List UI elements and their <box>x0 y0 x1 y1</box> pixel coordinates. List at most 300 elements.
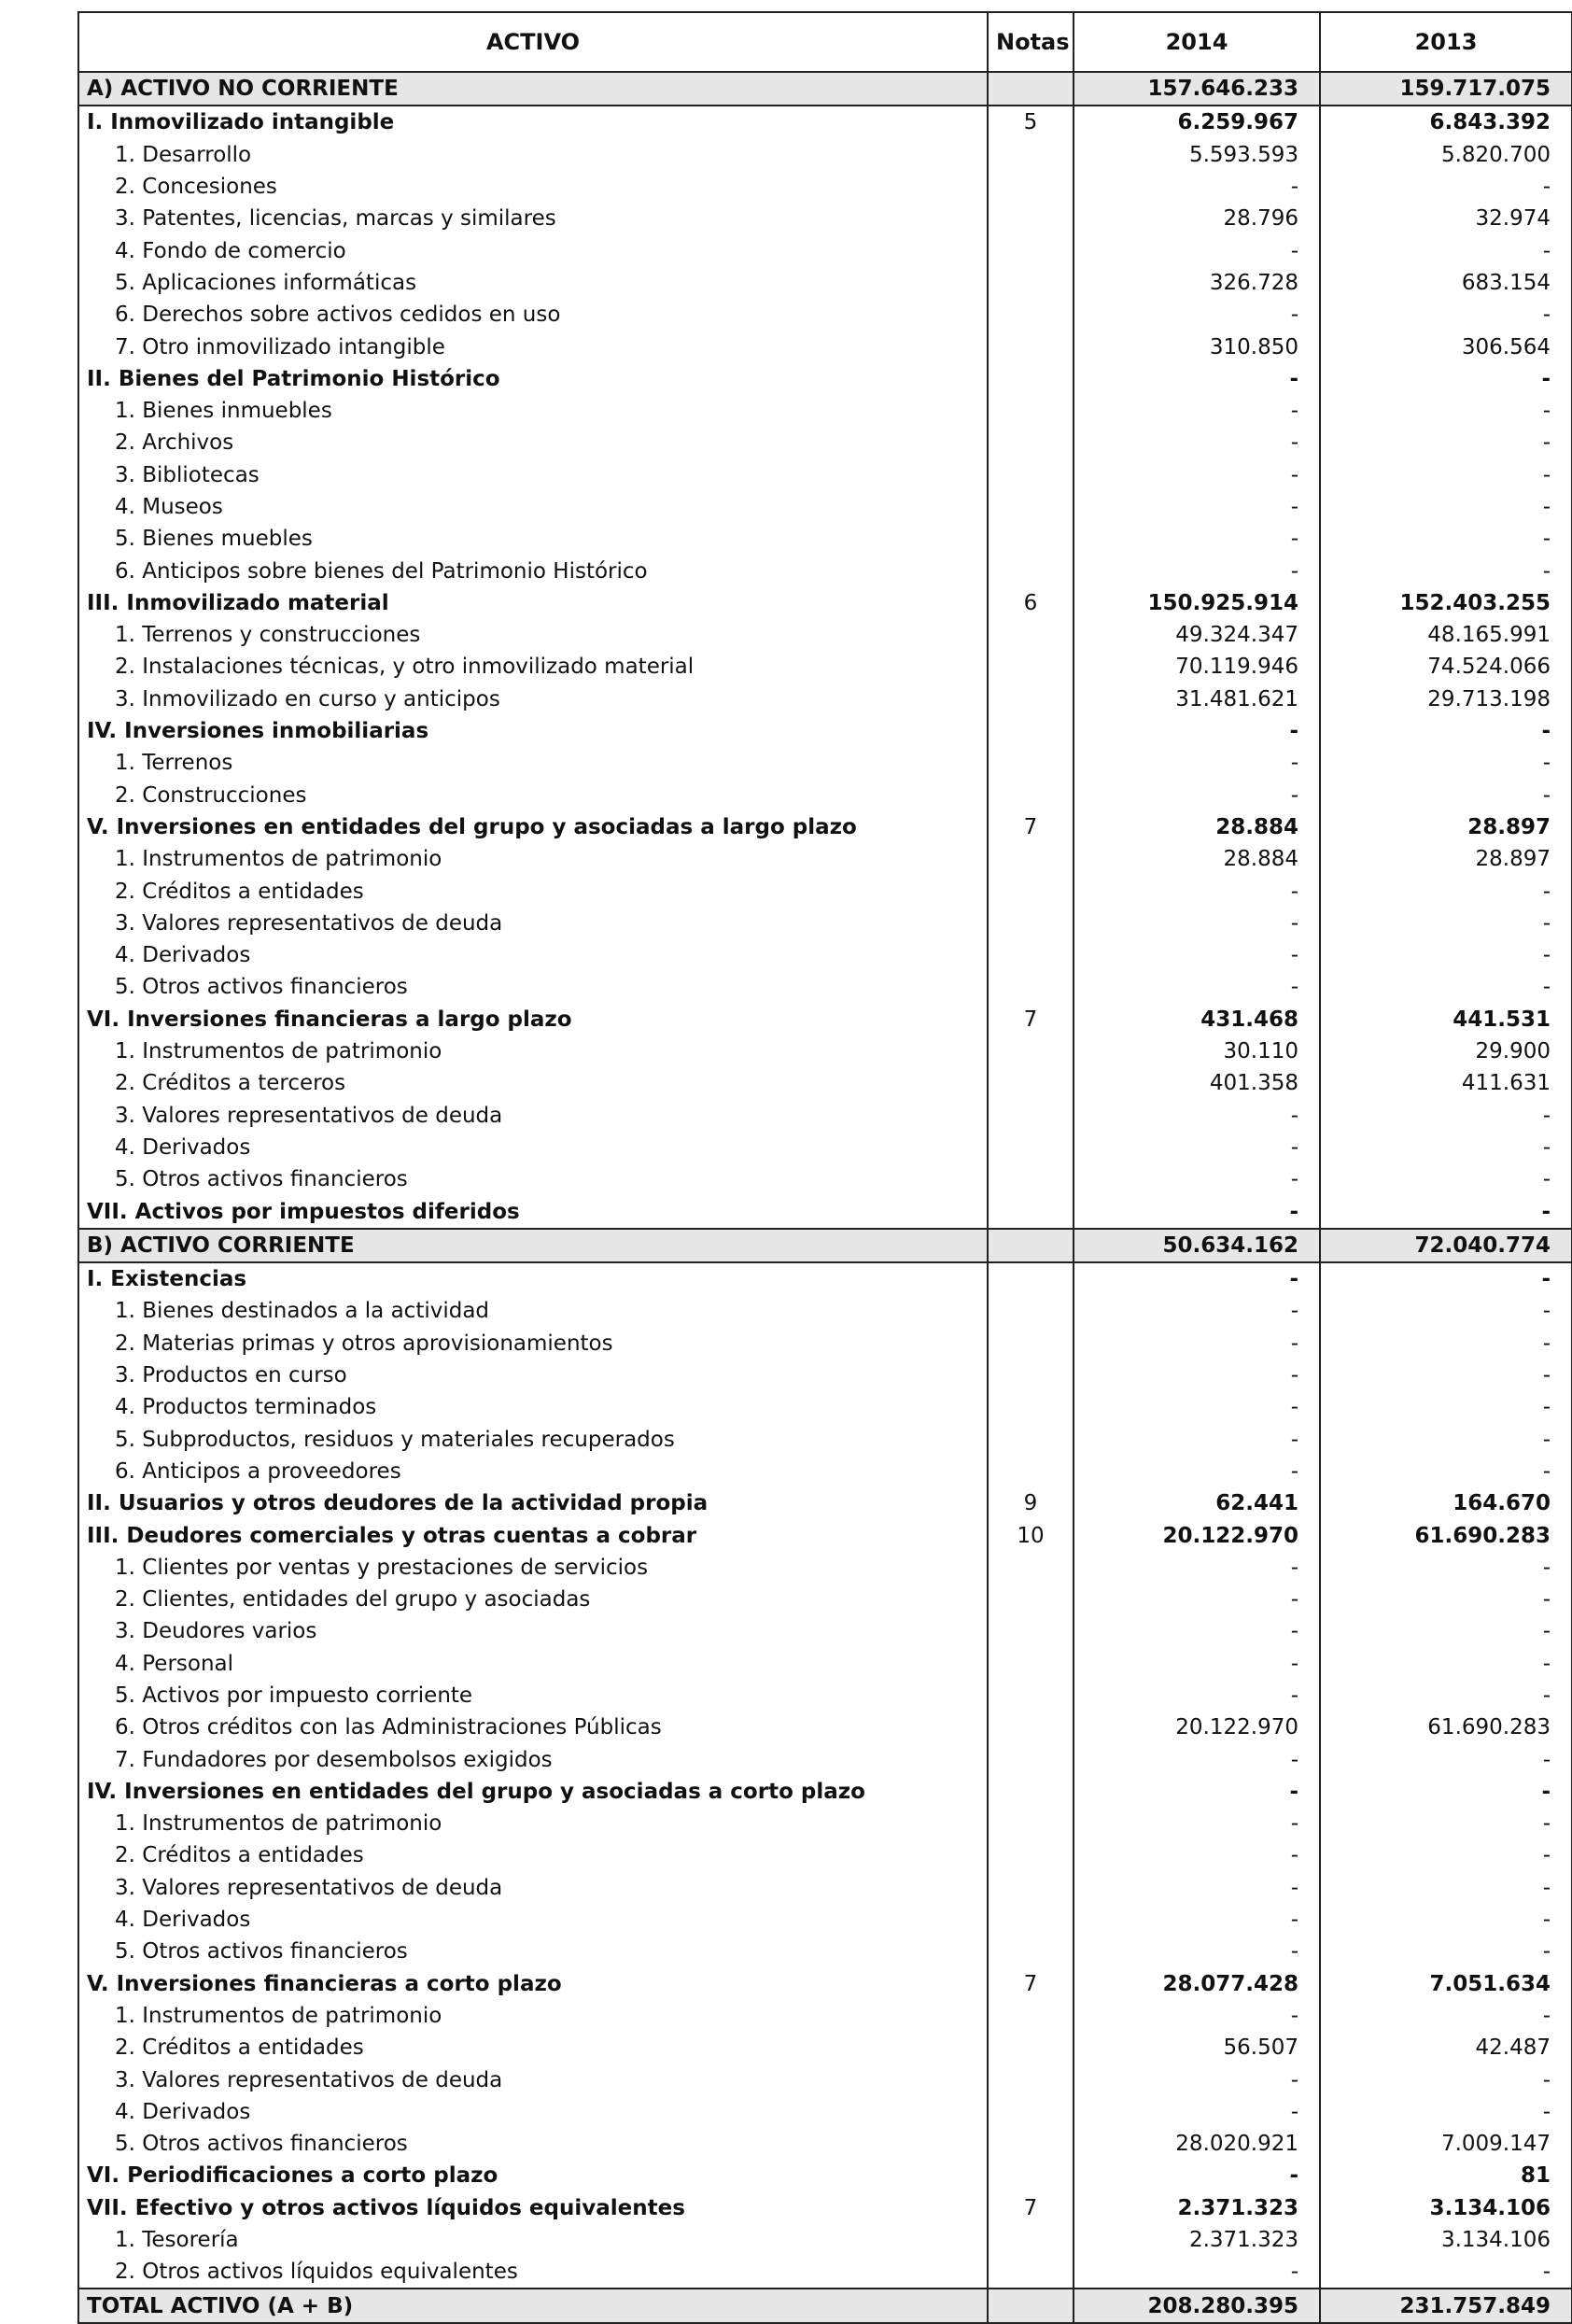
row-label: 2. Créditos a entidades <box>78 1839 988 1871</box>
row-value-2013: - <box>1320 1456 1572 1487</box>
table-row <box>78 1680 1572 1711</box>
row-notas <box>988 203 1074 234</box>
row-value-2013: - <box>1320 1839 1572 1871</box>
row-value-2013: - <box>1320 2000 1572 2032</box>
row-value-2013: 72.040.774 <box>1320 1229 1572 1262</box>
table-row <box>78 1035 1572 1067</box>
row-notas <box>988 459 1074 491</box>
row-notas <box>988 2224 1074 2256</box>
row-notas <box>988 1743 1074 1775</box>
table-row <box>78 843 1572 875</box>
row-value-2013: - <box>1320 1423 1572 1455</box>
row-label: 2. Materias primas y otros aprovisionamientos <box>78 1328 988 1359</box>
table-row <box>78 1904 1572 1936</box>
row-value-2014: 28.020.921 <box>1074 2128 1320 2160</box>
row-value-2013: - <box>1320 1359 1572 1391</box>
table-row <box>78 234 1572 266</box>
row-value-2014: - <box>1074 523 1320 555</box>
row-label: 6. Anticipos sobre bienes del Patrimonio Histórico <box>78 555 988 586</box>
row-label: V. Inversiones financieras a corto plazo <box>78 1968 988 2000</box>
row-value-2014: 2.371.323 <box>1074 2224 1320 2256</box>
header-2014: 2014 <box>1074 12 1320 72</box>
row-value-2014: 28.796 <box>1074 203 1320 234</box>
row-notas <box>988 1295 1074 1327</box>
table-row <box>78 1519 1572 1551</box>
row-value-2014: - <box>1074 395 1320 427</box>
header-row <box>78 12 1572 72</box>
row-label: 4. Productos terminados <box>78 1391 988 1423</box>
row-label: IV. Inversiones inmobiliarias <box>78 715 988 747</box>
row-value-2014: 5.593.593 <box>1074 139 1320 171</box>
row-notas <box>988 939 1074 971</box>
table-row <box>78 2000 1572 2032</box>
row-value-2014: 431.468 <box>1074 1004 1320 1035</box>
row-value-2014: - <box>1074 1936 1320 1967</box>
row-notas: 6 <box>988 587 1074 619</box>
row-value-2013: - <box>1320 1808 1572 1839</box>
row-value-2014: 326.728 <box>1074 267 1320 299</box>
row-value-2013: - <box>1320 1295 1572 1327</box>
row-value-2014: - <box>1074 427 1320 458</box>
row-value-2013: - <box>1320 2096 1572 2128</box>
row-value-2013: - <box>1320 715 1572 747</box>
row-label: II. Bienes del Patrimonio Histórico <box>78 363 988 395</box>
row-notas <box>988 1035 1074 1067</box>
row-value-2013: - <box>1320 1743 1572 1775</box>
row-label: 1. Instrumentos de patrimonio <box>78 1035 988 1067</box>
row-value-2014: - <box>1074 459 1320 491</box>
row-value-2013: - <box>1320 1163 1572 1195</box>
row-value-2013: 164.670 <box>1320 1487 1572 1519</box>
row-value-2013: - <box>1320 1680 1572 1711</box>
row-label: 1. Instrumentos de patrimonio <box>78 843 988 875</box>
row-value-2013: 7.051.634 <box>1320 1968 1572 2000</box>
row-notas <box>988 331 1074 362</box>
row-notas <box>988 2160 1074 2191</box>
row-label: II. Usuarios y otros deudores de la actividad propia <box>78 1487 988 1519</box>
row-notas <box>988 1680 1074 1711</box>
row-value-2013: 42.487 <box>1320 2032 1572 2063</box>
row-label: 4. Museos <box>78 491 988 523</box>
row-label: I. Inmovilizado intangible <box>78 106 988 138</box>
table-row <box>78 427 1572 458</box>
row-value-2013: 3.134.106 <box>1320 2192 1572 2224</box>
row-notas <box>988 1067 1074 1099</box>
row-value-2014: 62.441 <box>1074 1487 1320 1519</box>
row-label: 7. Otro inmovilizado intangible <box>78 331 988 362</box>
row-notas: 7 <box>988 1968 1074 2000</box>
row-notas <box>988 139 1074 171</box>
table-row <box>78 72 1572 106</box>
row-notas: 10 <box>988 1519 1074 1551</box>
row-notas <box>988 72 1074 106</box>
row-value-2013: - <box>1320 459 1572 491</box>
row-label: 2. Créditos a entidades <box>78 2032 988 2063</box>
row-notas <box>988 2032 1074 2063</box>
table-row <box>78 523 1572 555</box>
row-notas <box>988 2289 1074 2322</box>
row-value-2013: - <box>1320 2063 1572 2095</box>
table-row <box>78 1808 1572 1839</box>
row-value-2013: 5.820.700 <box>1320 139 1572 171</box>
row-notas <box>988 523 1074 555</box>
row-value-2013: - <box>1320 1552 1572 1584</box>
row-value-2013: - <box>1320 875 1572 907</box>
row-label: 4. Derivados <box>78 1132 988 1163</box>
row-value-2014: 49.324.347 <box>1074 619 1320 651</box>
row-notas <box>988 780 1074 811</box>
row-notas <box>988 619 1074 651</box>
row-value-2013: - <box>1320 780 1572 811</box>
table-row <box>78 1163 1572 1195</box>
row-value-2014: - <box>1074 2063 1320 2095</box>
row-value-2014: - <box>1074 1839 1320 1871</box>
row-notas: 7 <box>988 811 1074 843</box>
row-value-2013: 28.897 <box>1320 811 1572 843</box>
row-label: 3. Valores representativos de deuda <box>78 1100 988 1132</box>
row-label: I. Existencias <box>78 1262 988 1295</box>
row-value-2014: 28.884 <box>1074 811 1320 843</box>
row-value-2013: 81 <box>1320 2160 1572 2191</box>
row-value-2014: - <box>1074 971 1320 1003</box>
table-row <box>78 651 1572 683</box>
row-value-2014: - <box>1074 2000 1320 2032</box>
header-activo: ACTIVO <box>78 12 988 72</box>
row-label: 4. Derivados <box>78 939 988 971</box>
row-notas: 5 <box>988 106 1074 138</box>
row-label: IV. Inversiones en entidades del grupo y asociadas a corto plazo <box>78 1776 988 1808</box>
row-label: 6. Derechos sobre activos cedidos en uso <box>78 299 988 331</box>
row-label: III. Deudores comerciales y otras cuentas a cobrar <box>78 1519 988 1551</box>
row-value-2014: 31.481.621 <box>1074 683 1320 715</box>
row-value-2014: - <box>1074 875 1320 907</box>
row-value-2013: - <box>1320 491 1572 523</box>
row-value-2014: - <box>1074 1743 1320 1775</box>
row-label: 4. Fondo de comercio <box>78 234 988 266</box>
table-row <box>78 1648 1572 1680</box>
table-row <box>78 971 1572 1003</box>
row-value-2014: - <box>1074 1391 1320 1423</box>
row-value-2014: 6.259.967 <box>1074 106 1320 138</box>
table-row <box>78 2032 1572 2063</box>
table-row <box>78 1295 1572 1327</box>
row-value-2013: - <box>1320 747 1572 779</box>
row-label: 4. Derivados <box>78 2096 988 2128</box>
row-value-2014: - <box>1074 1328 1320 1359</box>
row-label: 2. Clientes, entidades del grupo y asociadas <box>78 1584 988 1615</box>
row-notas <box>988 427 1074 458</box>
row-label: 1. Desarrollo <box>78 139 988 171</box>
row-notas <box>988 908 1074 939</box>
row-value-2013: 152.403.255 <box>1320 587 1572 619</box>
row-label: TOTAL ACTIVO (A + B) <box>78 2289 988 2322</box>
row-label: 1. Tesorería <box>78 2224 988 2256</box>
row-value-2014: - <box>1074 1552 1320 1584</box>
row-notas <box>988 491 1074 523</box>
table-row <box>78 2160 1572 2191</box>
row-value-2014: - <box>1074 1615 1320 1647</box>
balance-sheet <box>77 11 1571 2324</box>
table-row <box>78 2289 1572 2322</box>
row-label: 1. Bienes inmuebles <box>78 395 988 427</box>
row-label: 2. Instalaciones técnicas, y otro inmovilizado material <box>78 651 988 683</box>
row-label: VI. Periodificaciones a corto plazo <box>78 2160 988 2191</box>
table-row <box>78 811 1572 843</box>
table-row <box>78 363 1572 395</box>
row-value-2014: - <box>1074 1776 1320 1808</box>
table-row <box>78 299 1572 331</box>
row-value-2014: - <box>1074 1680 1320 1711</box>
table-row <box>78 267 1572 299</box>
table-row <box>78 1615 1572 1647</box>
row-notas: 7 <box>988 1004 1074 1035</box>
row-value-2014: 208.280.395 <box>1074 2289 1320 2322</box>
row-value-2013: - <box>1320 395 1572 427</box>
table-row <box>78 2128 1572 2160</box>
row-notas <box>988 1584 1074 1615</box>
table-row <box>78 1968 1572 2000</box>
row-label: 2. Otros activos líquidos equivalentes <box>78 2256 988 2289</box>
row-value-2013: 29.713.198 <box>1320 683 1572 715</box>
table-row <box>78 747 1572 779</box>
row-notas <box>988 363 1074 395</box>
balance-table <box>77 11 1572 2324</box>
row-label: 3. Valores representativos de deuda <box>78 2063 988 2095</box>
table-row <box>78 1584 1572 1615</box>
row-label: 5. Aplicaciones informáticas <box>78 267 988 299</box>
row-value-2014: - <box>1074 908 1320 939</box>
row-value-2013: - <box>1320 234 1572 266</box>
table-body <box>78 72 1572 2323</box>
row-value-2014: - <box>1074 1904 1320 1936</box>
row-value-2014: 150.925.914 <box>1074 587 1320 619</box>
row-notas <box>988 1100 1074 1132</box>
row-label: V. Inversiones en entidades del grupo y asociadas a largo plazo <box>78 811 988 843</box>
row-label: 5. Activos por impuesto corriente <box>78 1680 988 1711</box>
row-label: 5. Bienes muebles <box>78 523 988 555</box>
row-notas <box>988 651 1074 683</box>
row-label: 5. Otros activos financieros <box>78 2128 988 2160</box>
row-notas: 7 <box>988 2192 1074 2224</box>
row-value-2014: - <box>1074 1100 1320 1132</box>
table-row <box>78 2224 1572 2256</box>
row-notas <box>988 1456 1074 1487</box>
table-row <box>78 2063 1572 2095</box>
row-notas <box>988 1552 1074 1584</box>
row-notas <box>988 299 1074 331</box>
row-value-2014: - <box>1074 1584 1320 1615</box>
row-notas <box>988 1163 1074 1195</box>
row-label: A) ACTIVO NO CORRIENTE <box>78 72 988 106</box>
row-label: 1. Bienes destinados a la actividad <box>78 1295 988 1327</box>
row-value-2014: 50.634.162 <box>1074 1229 1320 1262</box>
row-notas <box>988 1615 1074 1647</box>
table-row <box>78 908 1572 939</box>
row-notas <box>988 2063 1074 2095</box>
row-value-2013: 48.165.991 <box>1320 619 1572 651</box>
header-2013: 2013 <box>1320 12 1572 72</box>
table-row <box>78 1100 1572 1132</box>
row-value-2013: - <box>1320 299 1572 331</box>
header-notas: Notas <box>988 12 1074 72</box>
row-value-2014: - <box>1074 1163 1320 1195</box>
row-label: 6. Anticipos a proveedores <box>78 1456 988 1487</box>
row-notas <box>988 1648 1074 1680</box>
row-notas <box>988 2000 1074 2032</box>
row-label: 4. Personal <box>78 1648 988 1680</box>
row-value-2013: - <box>1320 971 1572 1003</box>
table-row <box>78 1391 1572 1423</box>
row-label: 2. Concesiones <box>78 171 988 203</box>
row-value-2013: - <box>1320 1195 1572 1228</box>
row-label: 7. Fundadores por desembolsos exigidos <box>78 1743 988 1775</box>
table-row <box>78 1328 1572 1359</box>
row-notas <box>988 2256 1074 2289</box>
row-value-2014: - <box>1074 234 1320 266</box>
row-value-2014: - <box>1074 171 1320 203</box>
row-value-2013: - <box>1320 427 1572 458</box>
table-row <box>78 1839 1572 1871</box>
table-row <box>78 939 1572 971</box>
table-row <box>78 1262 1572 1295</box>
row-notas <box>988 1808 1074 1839</box>
row-value-2014: - <box>1074 555 1320 586</box>
row-label: 6. Otros créditos con las Administraciones Públicas <box>78 1711 988 1743</box>
row-label: 3. Patentes, licencias, marcas y similares <box>78 203 988 234</box>
row-label: 3. Valores representativos de deuda <box>78 908 988 939</box>
row-value-2013: 441.531 <box>1320 1004 1572 1035</box>
table-row <box>78 491 1572 523</box>
table-row <box>78 1004 1572 1035</box>
row-value-2014: 20.122.970 <box>1074 1711 1320 1743</box>
table-row <box>78 1776 1572 1808</box>
row-notas <box>988 1711 1074 1743</box>
table-row <box>78 1067 1572 1099</box>
table-row <box>78 683 1572 715</box>
row-value-2013: - <box>1320 1648 1572 1680</box>
table-row <box>78 203 1572 234</box>
row-label: 1. Terrenos <box>78 747 988 779</box>
row-value-2014: - <box>1074 1132 1320 1163</box>
row-value-2014: - <box>1074 1262 1320 1295</box>
row-notas <box>988 1328 1074 1359</box>
row-value-2014: 310.850 <box>1074 331 1320 362</box>
row-value-2014: 28.077.428 <box>1074 1968 1320 2000</box>
table-row <box>78 1743 1572 1775</box>
row-value-2013: - <box>1320 555 1572 586</box>
table-row <box>78 2192 1572 2224</box>
table-row <box>78 1456 1572 1487</box>
row-value-2014: 401.358 <box>1074 1067 1320 1099</box>
row-label: 2. Construcciones <box>78 780 988 811</box>
row-value-2013: 306.564 <box>1320 331 1572 362</box>
row-notas <box>988 1262 1074 1295</box>
row-value-2013: - <box>1320 363 1572 395</box>
table-row <box>78 1229 1572 1262</box>
row-value-2014: - <box>1074 780 1320 811</box>
row-value-2013: 3.134.106 <box>1320 2224 1572 2256</box>
row-label: 1. Instrumentos de patrimonio <box>78 1808 988 1839</box>
row-label: 4. Derivados <box>78 1904 988 1936</box>
table-row <box>78 331 1572 362</box>
row-notas <box>988 171 1074 203</box>
row-notas <box>988 683 1074 715</box>
row-notas <box>988 267 1074 299</box>
row-label: 2. Créditos a entidades <box>78 875 988 907</box>
row-label: 1. Instrumentos de patrimonio <box>78 2000 988 2032</box>
row-notas <box>988 234 1074 266</box>
row-value-2013: - <box>1320 171 1572 203</box>
row-value-2013: - <box>1320 1776 1572 1808</box>
row-notas <box>988 1195 1074 1228</box>
row-value-2014: 56.507 <box>1074 2032 1320 2063</box>
row-label: 5. Otros activos financieros <box>78 1936 988 1967</box>
row-value-2013: 159.717.075 <box>1320 72 1572 106</box>
row-label: 1. Clientes por ventas y prestaciones de servicios <box>78 1552 988 1584</box>
table-row <box>78 1711 1572 1743</box>
table-row <box>78 1423 1572 1455</box>
table-row <box>78 106 1572 138</box>
row-value-2013: 231.757.849 <box>1320 2289 1572 2322</box>
row-value-2014: - <box>1074 363 1320 395</box>
row-label: 2. Archivos <box>78 427 988 458</box>
row-value-2013: 61.690.283 <box>1320 1519 1572 1551</box>
row-label: 3. Bibliotecas <box>78 459 988 491</box>
row-notas <box>988 395 1074 427</box>
row-value-2014: - <box>1074 1808 1320 1839</box>
table-row <box>78 780 1572 811</box>
row-value-2014: 28.884 <box>1074 843 1320 875</box>
row-notas <box>988 1776 1074 1808</box>
row-notas <box>988 2096 1074 2128</box>
row-value-2013: 74.524.066 <box>1320 651 1572 683</box>
table-row <box>78 171 1572 203</box>
row-notas <box>988 2128 1074 2160</box>
table-row <box>78 395 1572 427</box>
table-row <box>78 875 1572 907</box>
row-value-2014: 2.371.323 <box>1074 2192 1320 2224</box>
row-value-2013: - <box>1320 1615 1572 1647</box>
row-value-2014: - <box>1074 2096 1320 2128</box>
row-notas <box>988 1839 1074 1871</box>
row-notas <box>988 715 1074 747</box>
row-label: 5. Subproductos, residuos y materiales recuperados <box>78 1423 988 1455</box>
row-value-2013: - <box>1320 1936 1572 1967</box>
table-row <box>78 1552 1572 1584</box>
table-row <box>78 715 1572 747</box>
table-row <box>78 1359 1572 1391</box>
row-value-2014: - <box>1074 747 1320 779</box>
row-value-2013: 7.009.147 <box>1320 2128 1572 2160</box>
row-notas: 9 <box>988 1487 1074 1519</box>
row-notas <box>988 1132 1074 1163</box>
row-notas <box>988 1229 1074 1262</box>
table-row <box>78 619 1572 651</box>
table-row <box>78 587 1572 619</box>
row-value-2014: - <box>1074 939 1320 971</box>
row-notas <box>988 747 1074 779</box>
row-value-2013: - <box>1320 523 1572 555</box>
row-label: 1. Terrenos y construcciones <box>78 619 988 651</box>
row-value-2014: - <box>1074 1195 1320 1228</box>
row-value-2013: 32.974 <box>1320 203 1572 234</box>
row-notas <box>988 1904 1074 1936</box>
row-value-2013: 28.897 <box>1320 843 1572 875</box>
row-value-2014: - <box>1074 299 1320 331</box>
row-value-2013: - <box>1320 1262 1572 1295</box>
row-value-2013: 411.631 <box>1320 1067 1572 1099</box>
row-label: VI. Inversiones financieras a largo plazo <box>78 1004 988 1035</box>
